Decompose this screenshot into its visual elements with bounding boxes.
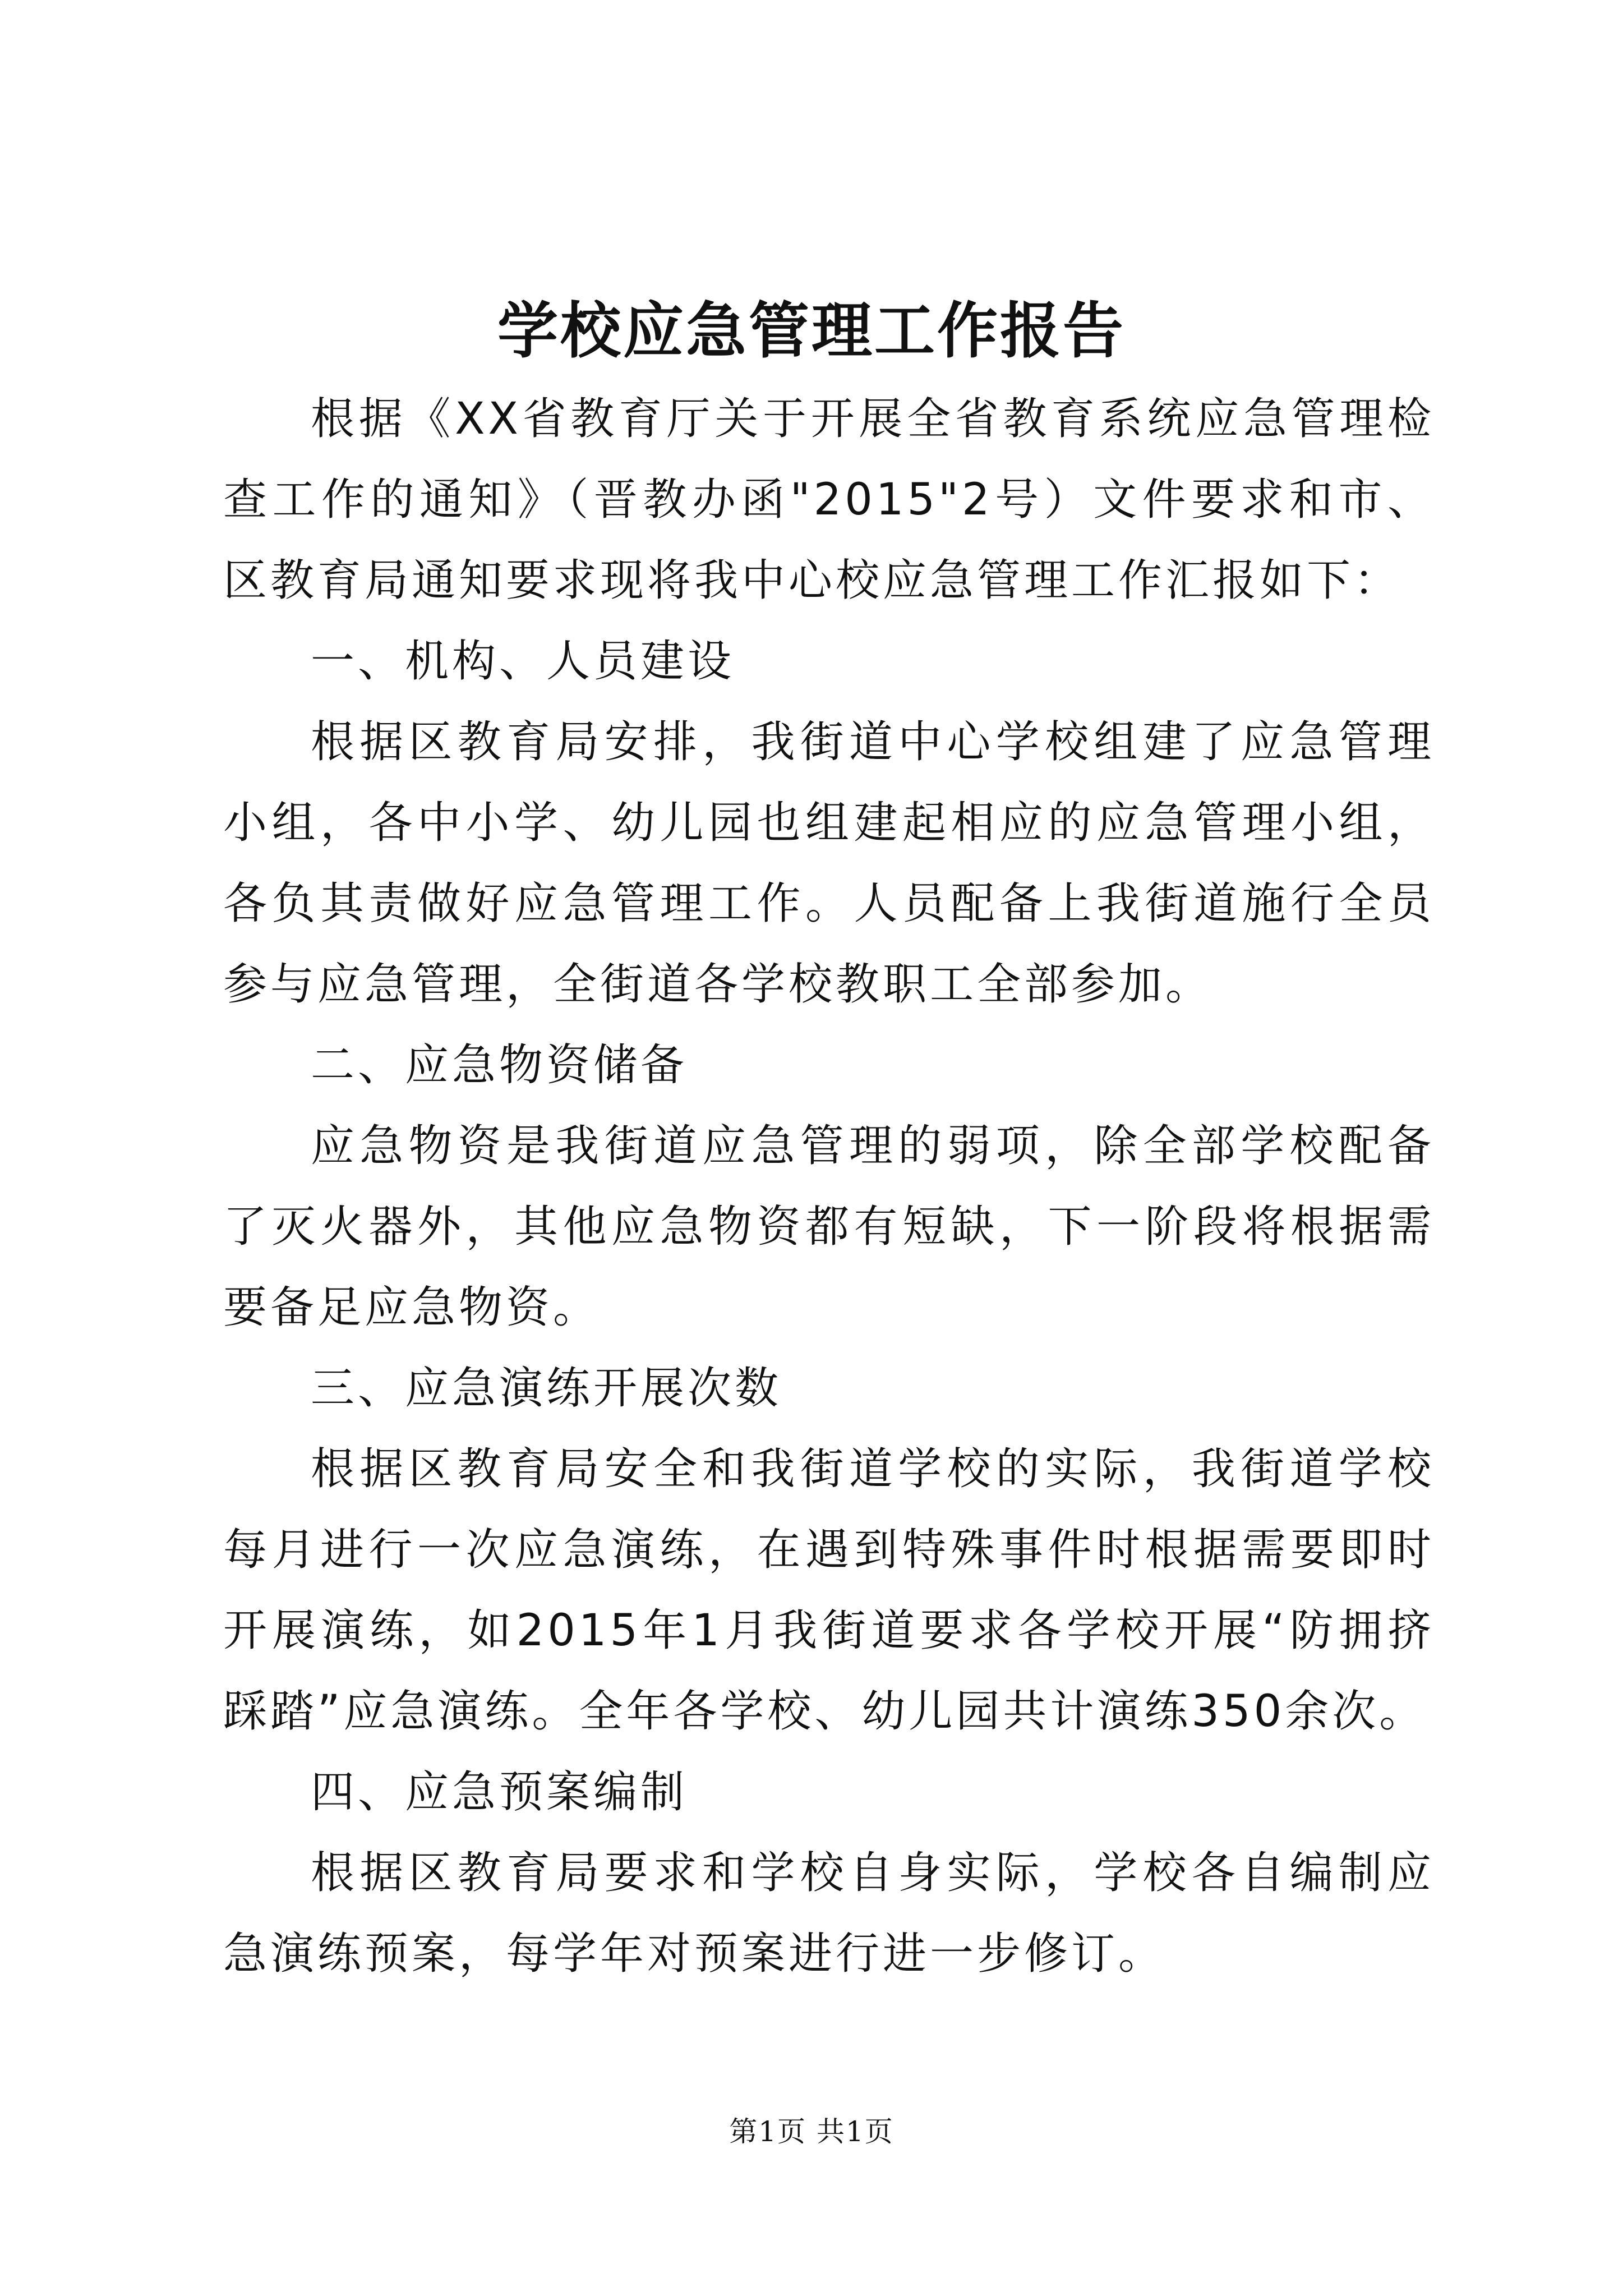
section-heading-supplies: 二、应急物资储备 xyxy=(311,1040,688,1091)
drills-paragraph: 根据区教育局安全和我街道学校的实际，我街道学校每月进行一次应急演练，在遇到特殊事件时根据需要即时开展演练，如2015年1月我街道要求各学校开展“防拥挤踩踏”应急演练。全年各学校、幼儿园共计演练350余次。 xyxy=(223,1444,1435,1737)
organization-paragraph: 根据区教育局安排，我街道中心学校组建了应急管理小组，各中小学、幼儿园也组建起相应的应急管理小组，各负其责做好应急管理工作。人员配备上我街道施行全员参与应急管理，全街道各学校教职工全部参加。 xyxy=(223,717,1435,1010)
section-heading-plans: 四、应急预案编制 xyxy=(311,1767,688,1818)
document-title: 学校应急管理工作报告 xyxy=(497,296,1126,366)
document-body xyxy=(223,379,1435,1994)
supplies-paragraph: 应急物资是我街道应急管理的弱项，除全部学校配备了灭火器外，其他应急物资都有短缺，下一阶段将根据需要备足应急物资。 xyxy=(223,1121,1435,1333)
section-heading-drills: 三、应急演练开展次数 xyxy=(311,1363,782,1414)
plans-paragraph: 根据区教育局要求和学校自身实际，学校各自编制应急演练预案，每学年对预案进行进一步修订。 xyxy=(223,1848,1435,1979)
page-number-footer: 第1页 共1页 xyxy=(729,2115,894,2148)
intro-paragraph: 根据《XX省教育厅关于开展全省教育系统应急管理检查工作的通知》（晋教办函"2015"2号）文件要求和市、区教育局通知要求现将我中心校应急管理工作汇报如下： xyxy=(223,394,1435,606)
section-heading-organization: 一、机构、人员建设 xyxy=(311,636,735,687)
